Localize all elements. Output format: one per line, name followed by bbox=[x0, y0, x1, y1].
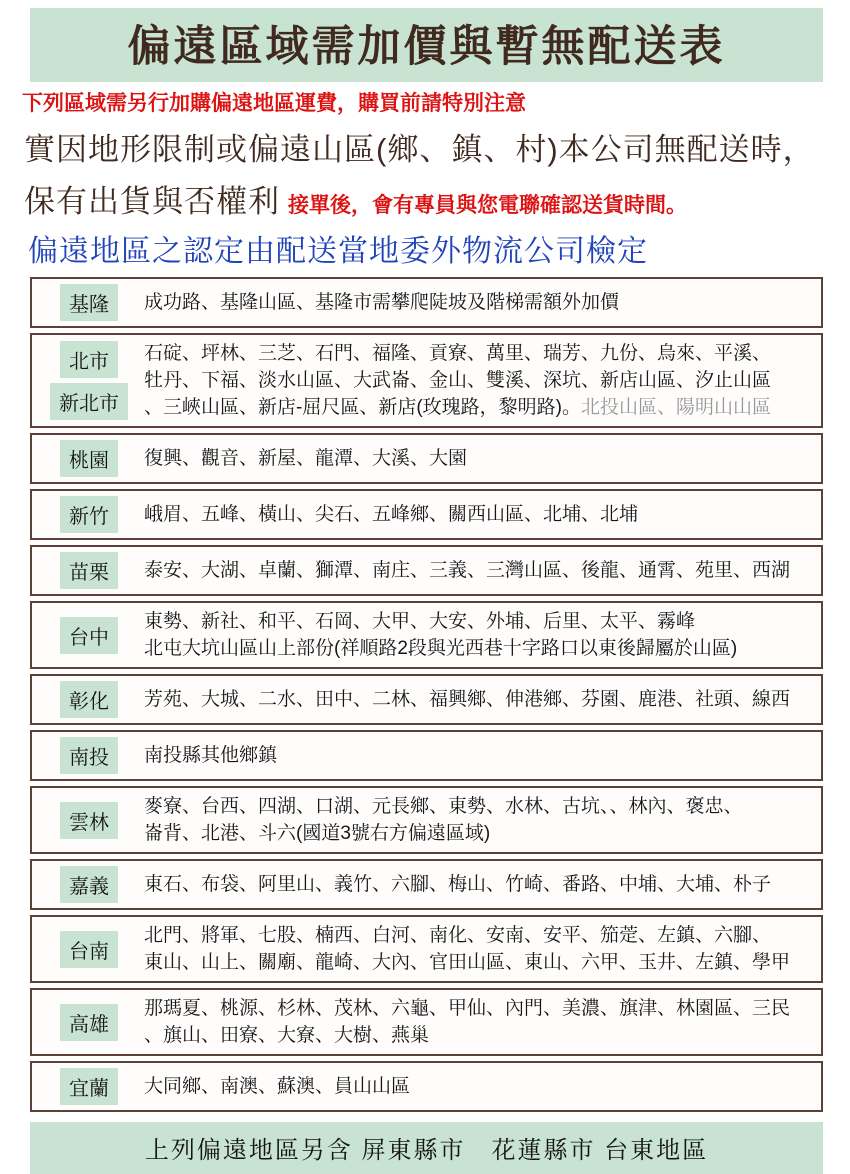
region-areas bbox=[144, 445, 813, 472]
region-areas-line: 、旗山、田寮、大寮、大樹、燕巢 bbox=[144, 1025, 430, 1046]
region-label-group bbox=[46, 1004, 132, 1041]
policy-line-1: 實因地形限制或偏遠山區(鄉、鎮、村)本公司無配送時， bbox=[24, 132, 815, 167]
table-row bbox=[30, 859, 823, 910]
region-areas bbox=[144, 1073, 813, 1100]
region-label-group bbox=[46, 802, 132, 839]
table-row bbox=[30, 674, 823, 725]
region-areas-gray-suffix: 北投山區、陽明山山區 bbox=[580, 397, 771, 418]
region-label-group bbox=[46, 341, 132, 420]
region-label: 基隆 bbox=[60, 284, 118, 321]
table-row bbox=[30, 545, 823, 596]
region-areas-line: 東石、布袋、阿里山、義竹、六腳、梅山、竹崎、番路、中埔、大埔、朴子 bbox=[144, 874, 772, 895]
region-label: 桃園 bbox=[60, 440, 118, 477]
region-areas-line: 南投縣其他鄉鎮 bbox=[144, 745, 278, 766]
region-label: 北市 bbox=[60, 341, 118, 378]
region-label: 高雄 bbox=[60, 1004, 118, 1041]
region-areas bbox=[144, 289, 813, 316]
region-areas-line: 、三峽山區、新店-屈尺區、新店(玫瑰路，黎明路)。北投山區、陽明山山區 bbox=[144, 397, 771, 418]
table-row bbox=[30, 786, 823, 854]
region-areas bbox=[144, 793, 813, 847]
region-label: 南投 bbox=[60, 737, 118, 774]
region-label-group bbox=[46, 931, 132, 968]
region-label-group bbox=[46, 496, 132, 533]
region-areas-line: 麥寮、台西、四湖、口湖、元長鄉、東勢、水林、古坑、、林內、褒忠、 bbox=[144, 796, 743, 817]
logistics-verification-note: 偏遠地區之認定由配送當地委外物流公司檢定 bbox=[28, 235, 648, 268]
region-areas-line: 北屯大坑山區山上部份(祥順路2段與光西巷十字路口以東後歸屬於山區) bbox=[144, 638, 738, 659]
region-areas-line: 石碇、坪林、三芝、石門、福隆、貢寮、萬里、瑞芳、九份、烏來、平溪、 bbox=[144, 343, 772, 364]
region-areas-line: 泰安、大湖、卓蘭、獅潭、南庄、三義、三灣山區、後龍、通霄、苑里、西湖 bbox=[144, 560, 791, 581]
region-label-group bbox=[46, 617, 132, 654]
region-label: 新竹 bbox=[60, 496, 118, 533]
region-label: 台中 bbox=[60, 617, 118, 654]
policy-line-2-main: 保有出貨與否權利 bbox=[24, 184, 280, 219]
region-label: 新北市 bbox=[50, 383, 128, 420]
footer-note: 上列偏遠地區另含 屏東縣市 花蓮縣市 台東地區 bbox=[30, 1122, 823, 1174]
table-row bbox=[30, 277, 823, 328]
region-areas-line: 牡丹、下福、淡水山區、大武崙、金山、雙溪、深坑、新店山區、汐止山區 bbox=[144, 370, 772, 391]
region-areas-line: 北門、將軍、七股、楠西、白河、南化、安南、安平、笳萣、左鎮、六腳、 bbox=[144, 925, 772, 946]
table-row bbox=[30, 988, 823, 1056]
region-label-group bbox=[46, 737, 132, 774]
region-label: 苗栗 bbox=[60, 552, 118, 589]
table-row bbox=[30, 915, 823, 983]
region-label-group bbox=[46, 681, 132, 718]
region-areas-line: 那瑪夏、桃源、杉林、茂林、六龜、甲仙、內門、美濃、旗津、林園區、三民 bbox=[144, 998, 791, 1019]
table-row bbox=[30, 730, 823, 781]
region-label-group bbox=[46, 440, 132, 477]
region-areas bbox=[144, 995, 813, 1049]
region-label: 雲林 bbox=[60, 802, 118, 839]
region-areas-line: 東勢、新社、和平、石岡、大甲、大安、外埔、后里、太平、霧峰 bbox=[144, 611, 696, 632]
region-label-group bbox=[46, 284, 132, 321]
region-areas bbox=[144, 557, 813, 584]
table-row bbox=[30, 1061, 823, 1112]
region-areas-line: 芳苑、大城、二水、田中、二林、福興鄉、伸港鄉、芬園、鹿港、社頭、線西 bbox=[144, 689, 791, 710]
region-areas-line: 東山、山上、關廟、龍崎、大內、官田山區、東山、六甲、玉井、左鎮、學甲 bbox=[144, 952, 791, 973]
surcharge-warning-text: 下列區域需另行加購偏遠地區運費，購買前請特別注意 bbox=[22, 91, 526, 115]
region-areas bbox=[144, 871, 813, 898]
region-areas bbox=[144, 686, 813, 713]
region-table bbox=[30, 277, 823, 1112]
shipping-notice-page bbox=[0, 8, 850, 1174]
region-areas bbox=[144, 742, 813, 769]
region-areas bbox=[144, 922, 813, 976]
region-label-group bbox=[46, 866, 132, 903]
policy-line-2-red-note: 接單後，會有專員與您電聯確認送貨時間。 bbox=[288, 193, 687, 217]
region-areas bbox=[144, 608, 813, 662]
region-areas bbox=[144, 501, 813, 528]
table-row bbox=[30, 333, 823, 428]
region-areas-line: 復興、觀音、新屋、龍潭、大溪、大園 bbox=[144, 448, 468, 469]
region-label-group bbox=[46, 1068, 132, 1105]
region-areas-line: 成功路、基隆山區、基隆市需攀爬陡坡及階梯需額外加價 bbox=[144, 292, 620, 313]
region-label: 嘉義 bbox=[60, 866, 118, 903]
region-areas bbox=[144, 340, 813, 421]
region-label: 彰化 bbox=[60, 681, 118, 718]
region-areas-line: 大同鄉、南澳、蘇澳、員山山區 bbox=[144, 1076, 411, 1097]
region-areas-line: 峨眉、五峰、橫山、尖石、五峰鄉、關西山區、北埔、北埔 bbox=[144, 504, 639, 525]
page-title: 偏遠區域需加價與暫無配送表 bbox=[30, 8, 823, 82]
region-label: 宜蘭 bbox=[60, 1068, 118, 1105]
table-row bbox=[30, 601, 823, 669]
table-row bbox=[30, 489, 823, 540]
region-label: 台南 bbox=[60, 931, 118, 968]
table-row bbox=[30, 433, 823, 484]
region-label-group bbox=[46, 552, 132, 589]
policy-line-2 bbox=[24, 176, 850, 221]
region-areas-line: 崙背、北港、斗六(國道3號右方偏遠區域) bbox=[144, 823, 491, 844]
